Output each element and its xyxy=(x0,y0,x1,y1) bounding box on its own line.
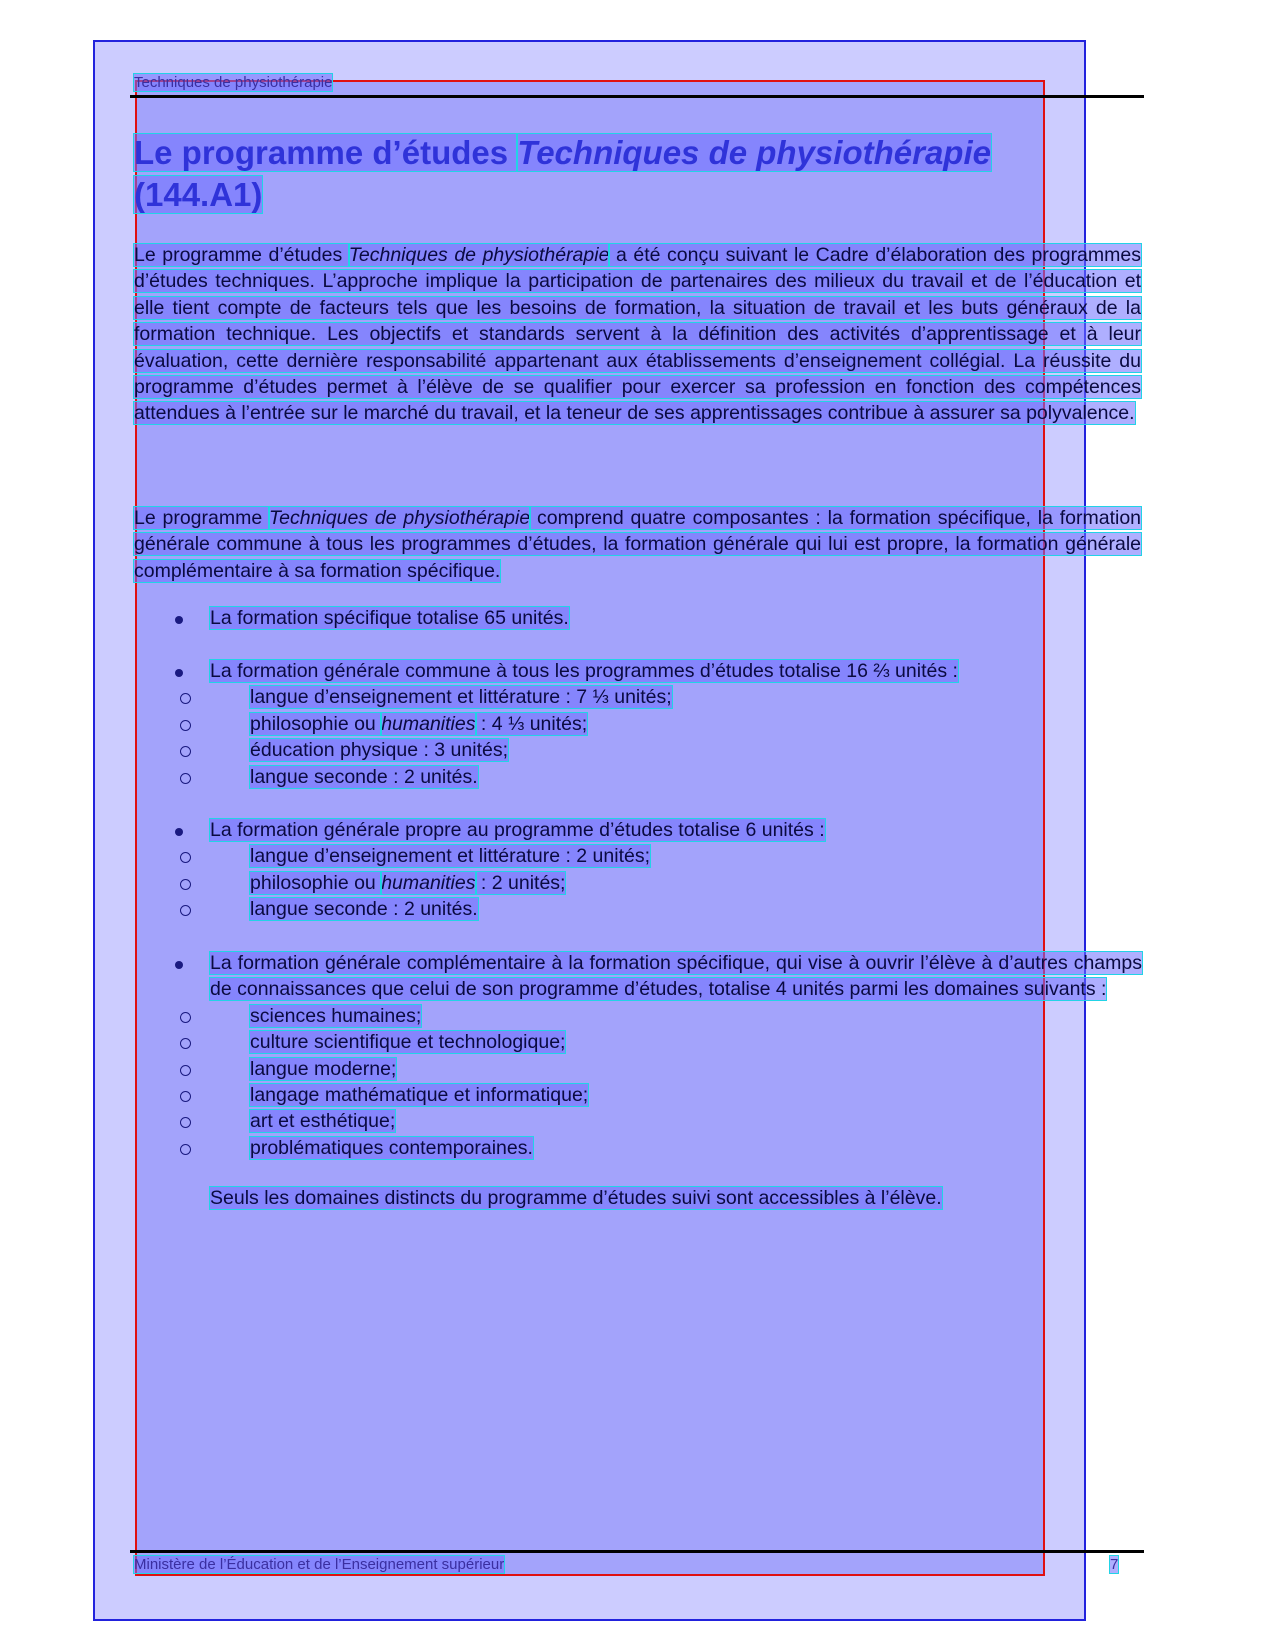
list-item-text: langue moderne; xyxy=(250,1057,397,1080)
list-item-text: : 2 unités; xyxy=(475,871,566,894)
list-item xyxy=(210,1029,1142,1055)
list-item xyxy=(210,843,1142,869)
circle-bullet-icon xyxy=(210,711,250,737)
bullet-complementary xyxy=(172,950,1142,1212)
footer-ministry: Ministère de l’Éducation et de l’Enseignement supérieur xyxy=(134,1556,505,1573)
list-item-text: sciences humaines; xyxy=(250,1004,422,1027)
circle-bullet-icon xyxy=(210,764,250,790)
components-program-name: Techniques de physiothérapie xyxy=(269,507,531,529)
circle-bullet-icon xyxy=(210,843,250,869)
list-item xyxy=(210,870,1142,896)
list-item xyxy=(210,896,1142,922)
list-item xyxy=(210,1135,1142,1161)
running-header: Techniques de physiothérapie xyxy=(134,74,333,91)
list-item-text: art et esthétique; xyxy=(250,1110,396,1133)
intro-lead: Le programme d’études xyxy=(134,244,349,266)
components-rest: comprend quatre composantes : la formation spécifique, la formation générale commune à tous les programmes d’études, la formation générale qui lui est propre, la formation générale complémentaire à sa formation spécifique. xyxy=(134,507,1142,582)
components-lead: Le programme xyxy=(134,507,270,529)
bullet-specific-text: La formation spécifique totalise 65 unités. xyxy=(210,607,569,629)
list-item xyxy=(210,1082,1142,1108)
list-item-text: langage mathématique et informatique; xyxy=(250,1084,589,1107)
list-item xyxy=(210,764,1142,790)
list-item-text: philosophie ou xyxy=(250,712,382,735)
components-paragraph xyxy=(134,505,1141,584)
circle-bullet-icon xyxy=(210,1003,250,1029)
bullet-icon xyxy=(172,605,210,631)
page-number: 7 xyxy=(1110,1556,1119,1573)
complementary-note: Seuls les domaines distincts du programme d’études suivi sont accessibles à l’élève. xyxy=(210,1187,942,1210)
intro-paragraph xyxy=(134,242,1141,427)
list-item-text: langue seconde : 2 unités. xyxy=(250,765,478,788)
circle-bullet-icon xyxy=(210,1056,250,1082)
page-title xyxy=(134,132,1064,216)
list-item-italic: humanities xyxy=(381,712,476,735)
circle-bullet-icon xyxy=(210,1108,250,1134)
list-item-text: langue seconde : 2 unités. xyxy=(250,898,478,921)
bullet-specific xyxy=(172,605,1142,631)
bullet-common-text: La formation générale commune à tous les programmes d’études totalise 16 ⅔ unités : xyxy=(210,660,958,682)
list-item xyxy=(210,1003,1142,1029)
circle-bullet-icon xyxy=(210,1029,250,1055)
footer-rule xyxy=(130,1550,1144,1553)
circle-bullet-icon xyxy=(210,896,250,922)
bullet-icon xyxy=(172,817,210,843)
list-item-text: éducation physique : 3 unités; xyxy=(250,739,509,762)
title-program-name: Techniques de physiothérapie xyxy=(517,134,991,171)
list-item-text: langue d’enseignement et littérature : 7 ⅓ unités; xyxy=(250,686,672,709)
header-rule xyxy=(130,95,1144,98)
list-item-text: problématiques contemporaines. xyxy=(250,1136,533,1159)
circle-bullet-icon xyxy=(210,1135,250,1161)
list-item xyxy=(210,1056,1142,1082)
title-program-code: (144.A1) xyxy=(134,176,263,213)
circle-bullet-icon xyxy=(210,870,250,896)
list-item xyxy=(210,737,1142,763)
list-item xyxy=(210,684,1142,710)
list-item-italic: humanities xyxy=(381,871,476,894)
bullet-own xyxy=(172,817,1142,923)
list-item-text: : 4 ⅓ unités; xyxy=(475,712,588,735)
list-item-text: culture scientifique et technologique; xyxy=(250,1031,566,1054)
circle-bullet-icon xyxy=(210,684,250,710)
list-item xyxy=(210,711,1142,737)
bullet-complementary-text: La formation générale complémentaire à la formation spécifique, qui vise à ouvrir l’élève à d’autres champs de connaissances que celui de son programme d’études, totalise 4 unités parmi les domaines suivants : xyxy=(210,952,1142,1001)
bullet-icon xyxy=(172,950,210,1003)
intro-rest: a été conçu suivant le Cadre d’élaboration des programmes d’études techniques. L’approche implique la participation de partenaires des milieux du travail et de l’éducation et elle tient compte de facteurs tels que les besoins de formation, la situation de travail et les buts généraux de la formation technique. Les objectifs et standards servent à la définition des activités d’apprentissage et à leur évaluation, cette dernière responsabilité appartenant aux établissements d’enseignement collégial. La réussite du programme d’études permet à l’élève de se qualifier pour exercer sa profession en fonction des compétences attendues à l’entrée sur le marché du travail, et la teneur de ses apprentissages contribue à assurer sa polyvalence. xyxy=(134,244,1141,425)
bullet-common xyxy=(172,658,1142,790)
circle-bullet-icon xyxy=(210,737,250,763)
bullet-icon xyxy=(172,658,210,684)
list-item-text: philosophie ou xyxy=(250,871,382,894)
list-item-text: langue d’enseignement et littérature : 2 unités; xyxy=(250,845,651,868)
intro-program-name: Techniques de physiothérapie xyxy=(348,244,610,266)
title-prefix: Le programme d’études xyxy=(134,134,518,171)
bullet-own-text: La formation générale propre au programme d’études totalise 6 unités : xyxy=(210,819,825,841)
circle-bullet-icon xyxy=(210,1082,250,1108)
list-item xyxy=(210,1108,1142,1134)
